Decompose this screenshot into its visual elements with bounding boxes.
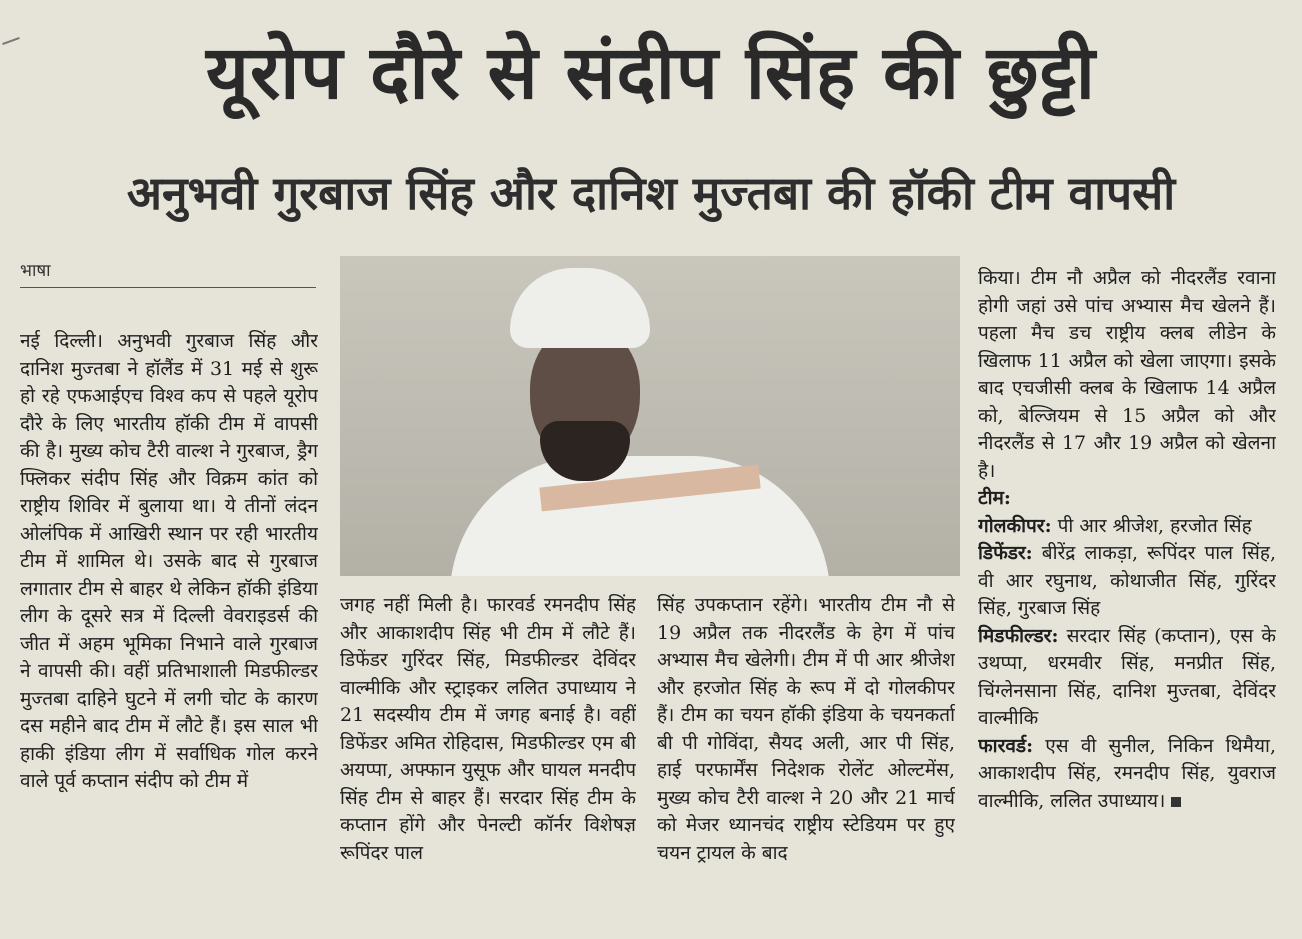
team-goalkeepers bbox=[978, 513, 1276, 541]
photo-shirt bbox=[450, 456, 830, 576]
article-column-1 bbox=[20, 328, 318, 928]
team-names-goalkeeper: पी आर श्रीजेश, हरजोत सिंह bbox=[1057, 514, 1252, 537]
team-label-midfielder: मिडफील्डर: bbox=[978, 624, 1059, 647]
team-midfielders bbox=[978, 623, 1276, 733]
team-names-midfielder: सरदार सिंह (कप्तान), एस के उथप्पा, धरमवीर सिंह, मनप्रीत सिंह, चिंग्लेनसाना सिंह, दानिश मुज्तबा, देविंदर वाल्मीकि bbox=[978, 624, 1276, 729]
photo-turban bbox=[510, 268, 650, 348]
team-label-forward: फारवर्ड: bbox=[978, 734, 1034, 757]
byline-credit: भाषा bbox=[20, 258, 316, 288]
team-names-forward: एस वी सुनील, निकिन थिमैया, आकाशदीप सिंह, रमनदीप सिंह, युवराज वाल्मीकि, ललित उपाध्याय। bbox=[978, 734, 1276, 812]
team-label-defender: डिफेंडर: bbox=[978, 542, 1033, 564]
team-heading: टीम: bbox=[978, 487, 1011, 509]
headline: यूरोप दौरे से संदीप सिंह की छुट्टी bbox=[206, 30, 1096, 116]
article-column-4 bbox=[978, 265, 1276, 925]
team-forwards bbox=[978, 733, 1276, 816]
team-label-goalkeeper: गोलकीपर: bbox=[978, 514, 1052, 537]
article-text-col3: सिंह उपकप्तान रहेंगे। भारतीय टीम नौ से 19 अप्रैल तक नीदरलैंड के हेग में पांच अभ्यास मैच खेलेगी। टीम में पी आर श्रीजेश और हरजोत सिंह के रूप में दो गोलकीपर हैं। टीम का चयन हॉकी इंडिया के चयनकर्ता बी पी गोविंदा, सैयद अली, आर पी सिंह, हाई परफार्मेंस निदेशक रोलेंट ओल्टमेंस, मुख्य कोच टैरी वाल्श ने 20 और 21 मार्च को मेजर ध्यानचंद राष्ट्रीय स्टेडियम पर हुए चयन ट्रायल के बाद bbox=[657, 594, 955, 864]
article-column-2 bbox=[340, 592, 636, 922]
article-text-col4: किया। टीम नौ अप्रैल को नीदरलैंड रवाना होगी जहां उसे पांच अभ्यास मैच खेलने हैं। पहला मैच डच राष्ट्रीय क्लब लीडेन के खिलाफ 11 अप्रैल को खेला जाएगा। इसके बाद एचजीसी क्लब के खिलाफ 14 अप्रैल को, बेल्जियम से 15 अप्रैल को और नीदरलैंड से 17 और 19 अप्रैल को खेलना है। bbox=[978, 267, 1276, 482]
subheadline: अनुभवी गुरबाज सिंह और दानिश मुज्तबा की हॉकी टीम वापसी bbox=[126, 166, 1176, 220]
player-photo bbox=[340, 256, 960, 576]
team-names-defender: बीरेंद्र लाकड़ा, रूपिंदर पाल सिंह, वी आर रघुनाथ, कोथाजीत सिंह, गुरिंदर सिंह, गुरबाज सिंह bbox=[978, 542, 1276, 619]
end-mark-icon bbox=[1171, 797, 1181, 807]
team-defenders bbox=[978, 540, 1276, 623]
article-text-col2: जगह नहीं मिली है। फारवर्ड रमनदीप सिंह और आकाशदीप सिंह भी टीम में लौटे हैं। डिफेंडर गुरिंदर सिंह, मिडफील्डर देविंदर वाल्मीकि और स्ट्राइकर ललित उपाध्याय ने 21 सदस्यीय टीम में जगह बनाई है। वहीं डिफेंडर अमित रोहिदास, मिडफील्डर एम बी अयप्पा, अफ्फान युसूफ और घायल मनदीप सिंह टीम से बाहर हैं। सरदार सिंह टीम के कप्तान होंगे और पेनल्टी कॉर्नर विशेषज्ञ रूपिंदर पाल bbox=[340, 594, 636, 864]
article-text-col1: नई दिल्ली। अनुभवी गुरबाज सिंह और दानिश मुज्तबा ने हॉलैंड में 31 मई से शुरू हो रहे एफआईएच विश्व कप से पहले यूरोप दौरे के लिए भारतीय हॉकी टीम में वापसी की है। मुख्य कोच टैरी वाल्श ने गुरबाज, ड्रैग फ्लिकर संदीप सिंह और विक्रम कांत को राष्ट्रीय शिविर में बुलाया था। ये तीनों लंदन ओलंपिक में आखिरी स्थान पर रही भारतीय टीम में शामिल थे। उसके बाद से गुरबाज लगातार टीम से बाहर थे लेकिन हॉकी इंडिया लीग के दूसरे सत्र में दिल्ली वेवराइडर्स की जीत में अहम भूमिका निभाने वाले गुरबाज ने वापसी की। वहीं प्रतिभाशाली मिडफील्डर मुज्तबा दाहिने घुटने में लगी चोट के कारण दस महीने बाद टीम में लौटे हैं। इस साल भी हाकी इंडिया लीग में सर्वाधिक गोल करने वाले पूर्व कप्तान संदीप को टीम में bbox=[20, 330, 318, 792]
article-column-3 bbox=[657, 592, 955, 922]
